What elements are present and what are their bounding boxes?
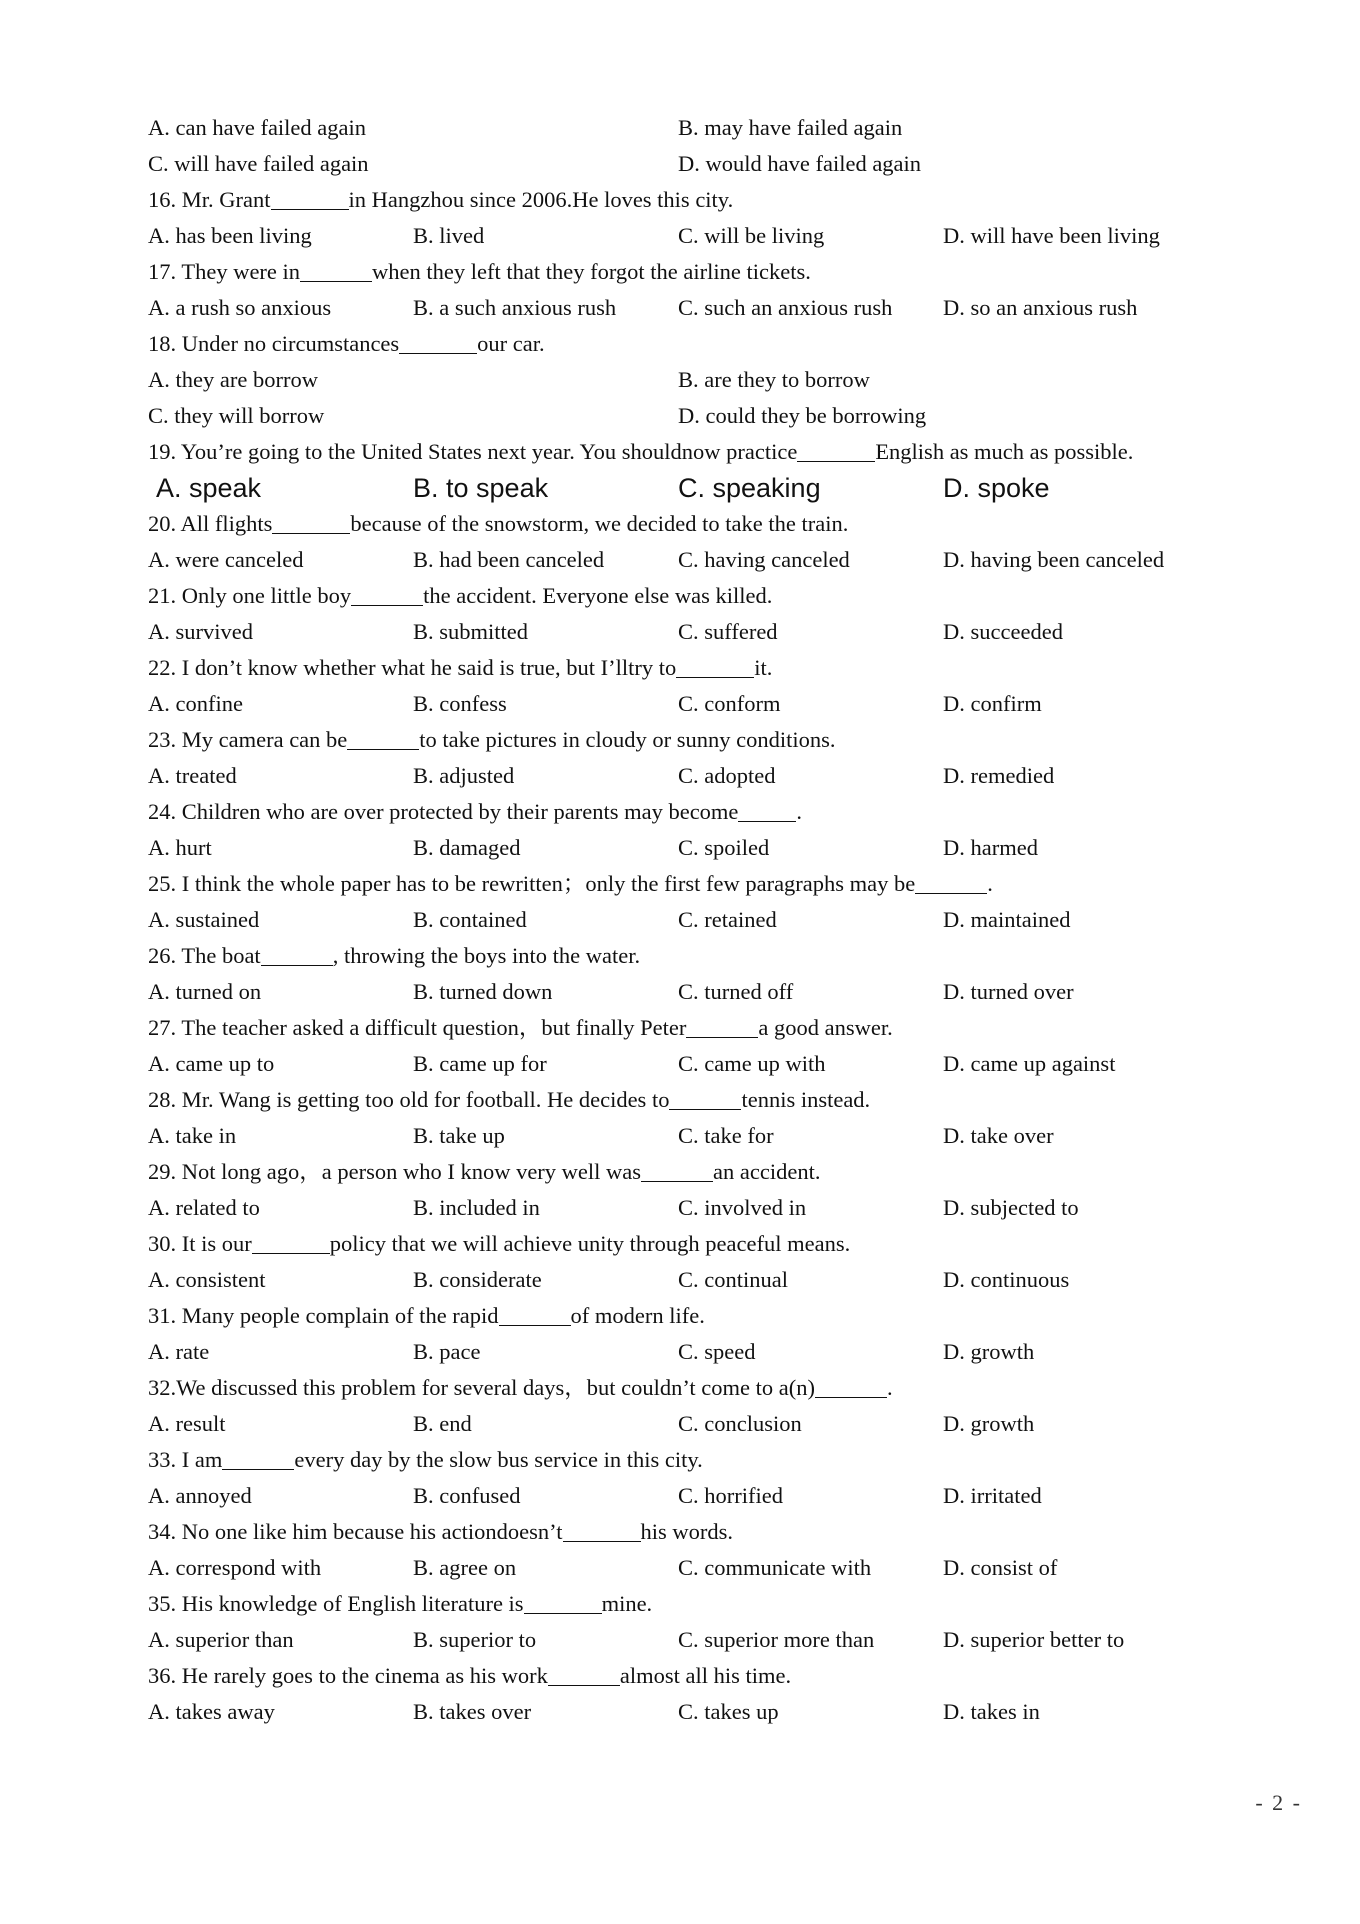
question-text-tail: English as much as possible. [875,439,1134,464]
answer-option: C. will have failed again [148,151,369,176]
answer-option: A. came up to [148,1051,275,1076]
answer-option: B. agree on [413,1555,517,1580]
question-text-tail: our car. [477,331,545,356]
answer-blank [797,437,875,462]
question-stem [148,1586,1268,1622]
answer-option: B. considerate [413,1267,542,1292]
answer-option: A. result [148,1411,226,1436]
exam-sheet [148,110,1268,1730]
answer-option: A. take in [148,1123,237,1148]
answer-option: B. confess [413,691,507,716]
question-text-tail: every day by the slow bus service in this city. [294,1447,703,1472]
answer-option: A. were canceled [148,547,304,572]
options-row [148,1190,1268,1226]
answer-option: C. speaking [678,473,821,503]
question-text-tail: because of the snowstorm, we decided to take the train. [350,511,849,536]
answer-option: D. maintained [943,907,1071,932]
answer-option: A. sustained [148,907,260,932]
answer-blank [271,185,349,210]
options-row [148,398,1268,434]
answer-option: A. hurt [148,835,212,860]
question-text: 34. No one like him because his actiondoesn’t [148,1519,563,1544]
answer-option: A. treated [148,763,237,788]
answer-blank [347,725,419,750]
answer-option: C. takes up [678,1699,779,1724]
answer-blank [499,1301,571,1326]
answer-option: B. a such anxious rush [413,295,617,320]
question-text-tail: in Hangzhou since 2006.He loves this city. [348,187,734,212]
question-stem [148,1370,1268,1406]
answer-option: C. will be living [678,223,825,248]
answer-option: C. came up with [678,1051,826,1076]
answer-option: B. take up [413,1123,505,1148]
answer-option: D. spoke [943,473,1050,503]
answer-option: D. takes in [943,1699,1040,1724]
question-text: 17. They were in [148,259,301,284]
answer-option: A. can have failed again [148,115,367,140]
answer-option: B. submitted [413,619,529,644]
question-text-tail: policy that we will achieve unity through peaceful means. [329,1231,851,1256]
question-text: 23. My camera can be [148,727,348,752]
question-text: 32.We discussed this problem for several days，but couldn’t come to a(n) [148,1375,815,1400]
question-stem [148,866,1268,902]
question-text: 26. The boat [148,943,261,968]
options-row [148,830,1268,866]
answer-option: C. retained [678,907,777,932]
answer-option: C. involved in [678,1195,807,1220]
answer-option: A. correspond with [148,1555,322,1580]
answer-option: D. remedied [943,763,1055,788]
options-row [148,1118,1268,1154]
options-row [148,362,1268,398]
question-stem [148,1082,1268,1118]
question-text: 16. Mr. Grant [148,187,271,212]
answer-blank [272,509,350,534]
answer-option: A. rate [148,1339,210,1364]
answer-option: B. end [413,1411,472,1436]
question-text: 18. Under no circumstances [148,331,400,356]
question-text-tail: his words. [640,1519,734,1544]
options-row [148,614,1268,650]
answer-option: D. continuous [943,1267,1070,1292]
question-text: 36. He rarely goes to the cinema as his work [148,1663,548,1688]
answer-option: B. lived [413,223,485,248]
options-row [148,758,1268,794]
question-stem [148,1442,1268,1478]
options-row [148,1406,1268,1442]
answer-option: A. superior than [148,1627,294,1652]
question-text: 21. Only one little boy [148,583,352,608]
options-row [148,1622,1268,1658]
question-text-tail: an accident. [713,1159,821,1184]
answer-option: C. having canceled [678,547,850,572]
answer-option: D. subjected to [943,1195,1079,1220]
answer-option: A. a rush so anxious [148,295,332,320]
answer-blank [261,941,333,966]
answer-blank [563,1517,641,1542]
answer-option: D. growth [943,1339,1035,1364]
answer-option: C. adopted [678,763,776,788]
question-stem [148,1010,1268,1046]
answer-blank [351,581,423,606]
answer-option: A. they are borrow [148,367,318,392]
options-row [148,1694,1268,1730]
answer-blank [676,653,754,678]
answer-option: B. had been canceled [413,547,605,572]
answer-option: C. speed [678,1339,756,1364]
answer-option: D. growth [943,1411,1035,1436]
answer-blank [915,869,987,894]
answer-option: A. survived [148,619,253,644]
answer-option: D. irritated [943,1483,1042,1508]
options-row [148,1478,1268,1514]
question-stem [148,506,1268,542]
question-text-tail: a good answer. [758,1015,893,1040]
answer-option: D. consist of [943,1555,1058,1580]
question-stem [148,1226,1268,1262]
options-row [148,1550,1268,1586]
question-text: 33. I am [148,1447,223,1472]
question-stem [148,938,1268,974]
question-stem [148,326,1268,362]
question-stem [148,722,1268,758]
question-text: 20. All flights [148,511,273,536]
answer-blank [399,329,477,354]
options-row [148,974,1268,1010]
question-text: 19. You’re going to the United States next year. You shouldnow practice [148,439,798,464]
options-row [148,110,1268,146]
answer-option: A. annoyed [148,1483,252,1508]
question-text-tail: . [987,871,993,896]
answer-option: C. conclusion [678,1411,802,1436]
answer-option: D. take over [943,1123,1054,1148]
options-row [148,686,1268,722]
answer-option: A. consistent [148,1267,266,1292]
answer-option: D. confirm [943,691,1042,716]
options-row [148,290,1268,326]
question-text-tail: it. [754,655,773,680]
answer-option: D. will have been living [943,223,1160,248]
answer-option: D. having been canceled [943,547,1165,572]
answer-option: C. conform [678,691,781,716]
question-text-tail: when they left that they forgot the airline tickets. [372,259,811,284]
question-stem [148,1658,1268,1694]
answer-option: A. confine [148,691,243,716]
answer-option: B. confused [413,1483,521,1508]
question-text: 30. It is our [148,1231,252,1256]
answer-blank [738,797,796,822]
answer-option: C. superior more than [678,1627,875,1652]
question-stem [148,254,1268,290]
answer-blank [524,1589,602,1614]
options-row [148,146,1268,182]
question-stem [148,1298,1268,1334]
answer-option: D. succeeded [943,619,1063,644]
answer-blank [641,1157,713,1182]
answer-option: A. turned on [148,979,262,1004]
options-row [148,218,1268,254]
question-text: 31. Many people complain of the rapid [148,1303,499,1328]
options-row [148,542,1268,578]
answer-option: D. so an anxious rush [943,295,1138,320]
answer-option: A. takes away [148,1699,275,1724]
answer-option: B. adjusted [413,763,515,788]
question-stem [148,1154,1268,1190]
question-text: 35. His knowledge of English literature is [148,1591,524,1616]
question-text: 24. Children who are over protected by their parents may become [148,799,739,824]
answer-option: C. they will borrow [148,403,325,428]
question-text: 29. Not long ago，a person who I know very well was [148,1159,642,1184]
question-text: 27. The teacher asked a difficult question，but finally Peter [148,1015,687,1040]
question-stem [148,434,1268,470]
answer-option: D. superior better to [943,1627,1125,1652]
answer-option: B. pace [413,1339,481,1364]
options-row [148,470,1268,506]
answer-blank [548,1661,620,1686]
answer-option: D. would have failed again [678,151,922,176]
options-row [148,1046,1268,1082]
question-stem [148,794,1268,830]
answer-option: B. contained [413,907,527,932]
answer-blank [300,257,372,282]
answer-option: B. came up for [413,1051,547,1076]
question-text-tail: . [887,1375,893,1400]
question-text-tail: almost all his time. [619,1663,792,1688]
question-text-tail: to take pictures in cloudy or sunny conditions. [419,727,836,752]
answer-blank [669,1085,741,1110]
answer-option: B. to speak [413,473,549,503]
answer-blank [252,1229,330,1254]
answer-option: C. turned off [678,979,794,1004]
answer-option: D. harmed [943,835,1038,860]
answer-option: C. continual [678,1267,788,1292]
answer-option: B. damaged [413,835,521,860]
question-text-tail: mine. [601,1591,653,1616]
options-row [148,1262,1268,1298]
question-stem [148,182,1268,218]
answer-option: C. suffered [678,619,778,644]
question-text-tail: the accident. Everyone else was killed. [423,583,773,608]
answer-option: C. communicate with [678,1555,872,1580]
answer-option: B. are they to borrow [678,367,870,392]
answer-option: B. turned down [413,979,553,1004]
question-stem [148,578,1268,614]
answer-option: B. takes over [413,1699,532,1724]
answer-option: C. spoiled [678,835,770,860]
answer-blank [815,1373,887,1398]
answer-blank [686,1013,758,1038]
question-text: 25. I think the whole paper has to be rewritten；only the first few paragraphs may be [148,871,916,896]
answer-option: C. take for [678,1123,774,1148]
answer-option: D. turned over [943,979,1074,1004]
question-text-tail: . [796,799,803,824]
answer-option: B. included in [413,1195,540,1220]
answer-option: D. could they be borrowing [678,403,927,428]
question-text-tail: tennis instead. [741,1087,871,1112]
question-stem [148,1514,1268,1550]
answer-option: C. horrified [678,1483,783,1508]
answer-option: A. related to [148,1195,260,1220]
question-text: 28. Mr. Wang is getting too old for football. He decides to [148,1087,670,1112]
answer-option: C. such an anxious rush [678,295,893,320]
answer-blank [222,1445,294,1470]
answer-option: A. has been living [148,223,312,248]
answer-option: B. superior to [413,1627,537,1652]
question-text: 22. I don’t know whether what he said is true, but I’lltry to [148,655,677,680]
answer-option: D. came up against [943,1051,1116,1076]
page-number: - 2 - [1255,1790,1302,1815]
question-stem [148,650,1268,686]
options-row [148,1334,1268,1370]
question-text-tail: of modern life. [570,1303,705,1328]
answer-option: B. may have failed again [678,115,903,140]
question-text-tail: , throwing the boys into the water. [332,943,641,968]
answer-option: A. speak [156,473,262,503]
options-row [148,902,1268,938]
